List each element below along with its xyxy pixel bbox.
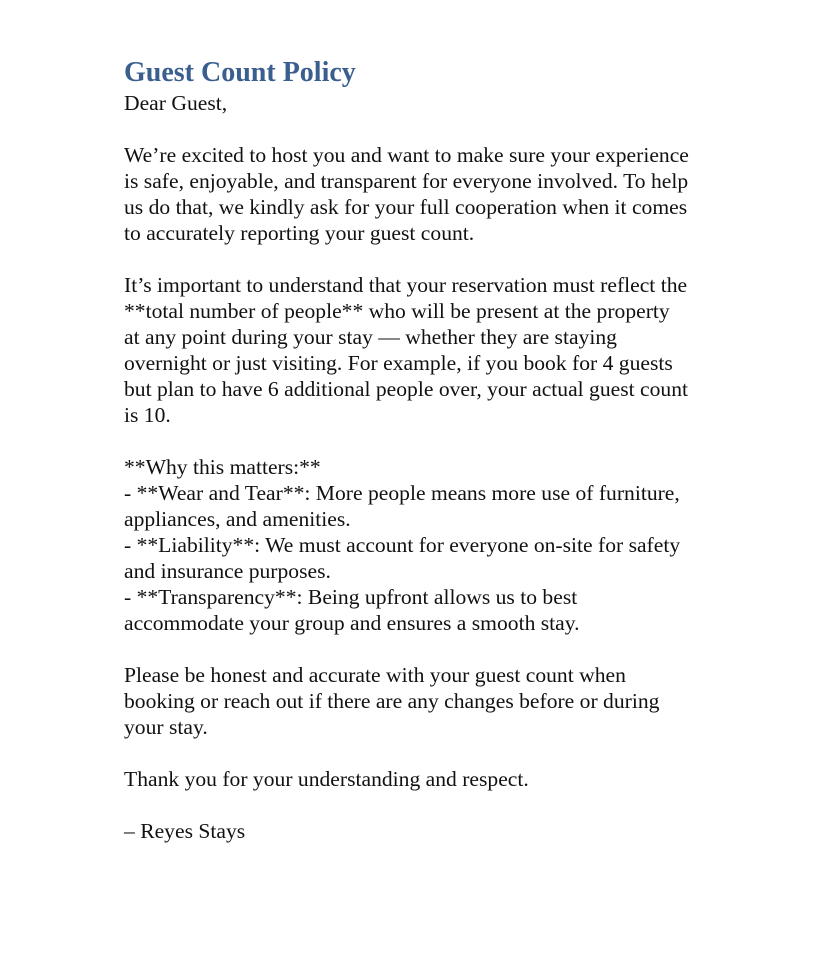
letter-content — [124, 56, 724, 844]
why-heading: **Why this matters:** — [124, 455, 321, 479]
signature-text: – Reyes Stays — [124, 819, 246, 843]
reason-item — [124, 480, 724, 532]
intro-line: We’re excited to host you and want to make sure your experience — [124, 143, 689, 167]
reason-line: and insurance purposes. — [124, 559, 331, 583]
reason-item — [124, 532, 724, 584]
spacer — [124, 740, 724, 766]
request-line: booking or reach out if there are any changes before or during — [124, 689, 660, 713]
greeting-text: Dear Guest, — [124, 91, 228, 115]
thanks-paragraph — [124, 766, 724, 792]
reason-line: appliances, and amenities. — [124, 507, 351, 531]
spacer — [124, 428, 724, 454]
intro-paragraph — [124, 142, 724, 246]
why-section — [124, 454, 724, 636]
reason-line: accommodate your group and ensures a smooth stay. — [124, 611, 580, 635]
policy-line: at any point during your stay — whether they are staying — [124, 325, 617, 349]
intro-line: is safe, enjoyable, and transparent for everyone involved. To help — [124, 169, 689, 193]
page-title: Guest Count Policy — [124, 57, 356, 88]
policy-line: overnight or just visiting. For example, if you book for 4 guests — [124, 351, 673, 375]
policy-line: It’s important to understand that your reservation must reflect the — [124, 273, 688, 297]
policy-line: **total number of people** who will be present at the property — [124, 299, 670, 323]
spacer — [124, 636, 724, 662]
policy-line: is 10. — [124, 403, 171, 427]
spacer — [124, 246, 724, 272]
request-paragraph — [124, 662, 724, 740]
reason-item — [124, 584, 724, 636]
request-line: Please be honest and accurate with your guest count when — [124, 663, 626, 687]
request-line: your stay. — [124, 715, 208, 739]
intro-line: us do that, we kindly ask for your full cooperation when it comes — [124, 195, 688, 219]
policy-line: but plan to have 6 additional people over, your actual guest count — [124, 377, 689, 401]
reason-line: - **Wear and Tear**: More people means more use of furniture, — [124, 481, 680, 505]
spacer — [124, 792, 724, 818]
spacer — [124, 116, 724, 142]
reason-line: - **Liability**: We must account for everyone on-site for safety — [124, 533, 681, 557]
reason-line: - **Transparency**: Being upfront allows us to best — [124, 585, 578, 609]
intro-line: to accurately reporting your guest count. — [124, 221, 475, 245]
signature — [124, 818, 724, 844]
thanks-text: Thank you for your understanding and respect. — [124, 767, 529, 791]
policy-paragraph — [124, 272, 724, 428]
greeting — [124, 90, 724, 116]
